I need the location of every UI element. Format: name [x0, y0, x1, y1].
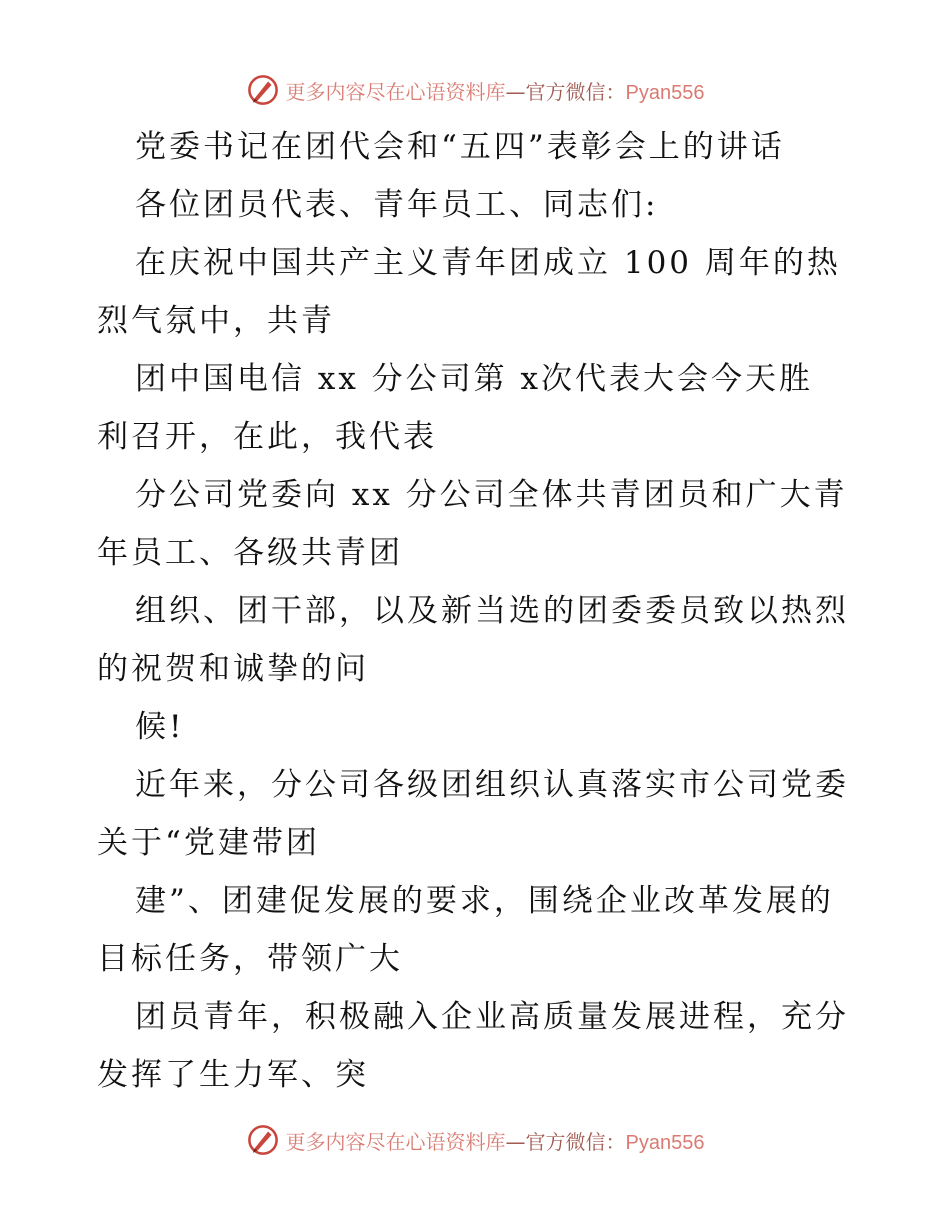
text-line: 团员青年，积极融入企业高质量发展进程，充分	[135, 999, 849, 1035]
text-line: 建”、团建促发展的要求，围绕企业改革发展的	[135, 883, 834, 919]
text-line: 在庆祝中国共产主义青年团成立 100 周年的热	[135, 245, 841, 281]
document-body	[97, 118, 857, 1104]
text-line: 的祝贺和诚挚的问	[97, 651, 369, 687]
text-line: 近年来，分公司各级团组织认真落实市公司党委	[135, 767, 849, 803]
text-line: 候!	[135, 709, 185, 745]
watermark-header	[0, 70, 950, 110]
watermark-separator: —官方微信：	[505, 1129, 626, 1154]
text-line: 各位团员代表、青年员工、同志们:	[135, 187, 659, 223]
watermark-wechat-id: Pyan556	[625, 81, 705, 104]
text-line: 发挥了生力军、突	[97, 1057, 369, 1093]
text-line: 团中国电信 xx 分公司第 x次代表大会今天胜	[135, 361, 814, 397]
text-line: 分公司党委向 xx 分公司全体共青团员和广大青	[135, 477, 848, 513]
watermark-text	[286, 1126, 705, 1155]
text-line: 年员工、各级共青团	[97, 535, 403, 571]
watermark-brand: 更多内容尽在心语资料库	[285, 79, 506, 104]
watermark-wechat-id: Pyan556	[625, 1131, 705, 1154]
pen-logo-icon	[246, 73, 280, 107]
pen-logo-icon	[246, 1123, 280, 1157]
watermark-footer	[0, 1120, 950, 1160]
text-line: 关于“党建带团	[97, 825, 320, 861]
watermark-brand: 更多内容尽在心语资料库	[285, 1129, 506, 1154]
text-line: 利召开，在此，我代表	[97, 419, 437, 455]
text-line: 党委书记在团代会和“五四”表彰会上的讲话	[135, 129, 785, 165]
watermark-separator: —官方微信：	[505, 79, 626, 104]
text-line: 烈气氛中，共青	[97, 303, 335, 339]
text-line: 目标任务，带领广大	[97, 941, 403, 977]
watermark-text	[286, 76, 705, 105]
text-line: 组织、团干部，以及新当选的团委委员致以热烈	[135, 593, 849, 629]
